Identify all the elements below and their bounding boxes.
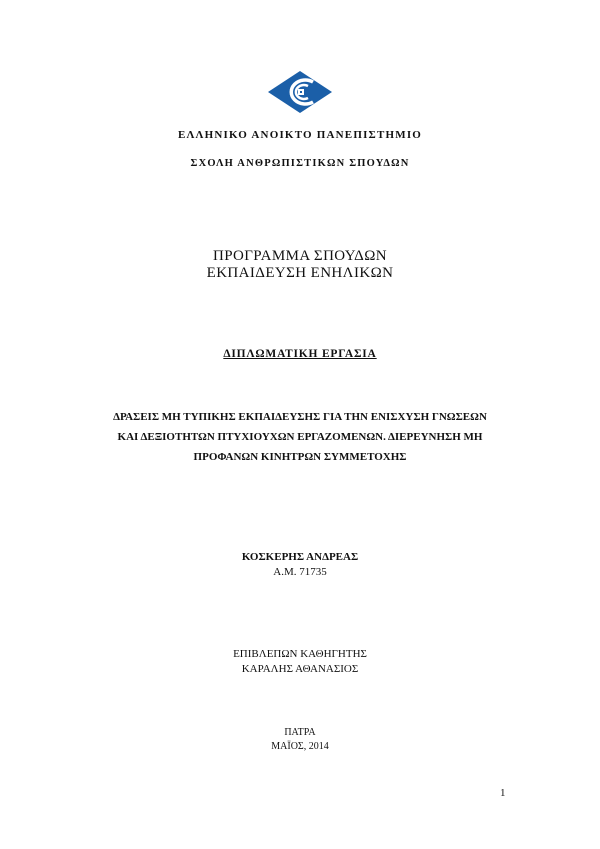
thesis-title-line: ΠΡΟΦΑΝΩΝ ΚΙΝΗΤΡΩΝ ΣΥΜΜΕΤΟΧΗΣ [193,451,407,463]
institution-name: ΕΛΛΗΝΙΚΟ ΑΝΟΙΚΤΟ ΠΑΝΕΠΙΣΤΗΜΙΟ [177,129,423,141]
program-label: ΠΡΟΓΡΑΜΜΑ ΣΠΟΥΔΩΝ [213,248,387,264]
thesis-title-line: ΚΑΙ ΔΕΞΙΟΤΗΤΩΝ ΠΤΥΧΙΟΥΧΩΝ ΕΡΓΑΖΟΜΕΝΩΝ. ΔΙΕΡΕΥΝΗΣΗ ΜΗ [117,431,483,443]
eap-logo-icon [266,70,334,114]
supervisor-label: ΕΠΙΒΛΕΠΩΝ ΚΑΘΗΓΗΤΗΣ [233,648,367,660]
program-name: ΕΚΠΑΙΔΕΥΣΗ ΕΝΗΛΙΚΩΝ [206,265,394,281]
thesis-title-line: ΔΡΑΣΕΙΣ ΜΗ ΤΥΠΙΚΗΣ ΕΚΠΑΙΔΕΥΣΗΣ ΓΙΑ ΤΗΝ ΕΝΙΣΧΥΣΗ ΓΝΩΣΕΩΝ [113,411,487,423]
author-name: ΚΟΣΚΕΡΗΣ ΑΝΔΡΕΑΣ [241,551,359,563]
school-name: ΣΧΟΛΗ ΑΝΘΡΩΠΙΣΤΙΚΩΝ ΣΠΟΥΔΩΝ [190,158,410,169]
author-registration: Α.Μ. 71735 [273,566,327,578]
thesis-type: ΔΙΠΛΩΜΑΤΙΚΗ ΕΡΓΑΣΙΑ [223,348,377,360]
supervisor-name: ΚΑΡΑΛΗΣ ΑΘΑΝΑΣΙΟΣ [241,663,359,675]
date: ΜΑΪΟΣ, 2014 [271,741,329,752]
place: ΠΑΤΡΑ [284,727,316,738]
page-number: 1 [500,787,506,799]
